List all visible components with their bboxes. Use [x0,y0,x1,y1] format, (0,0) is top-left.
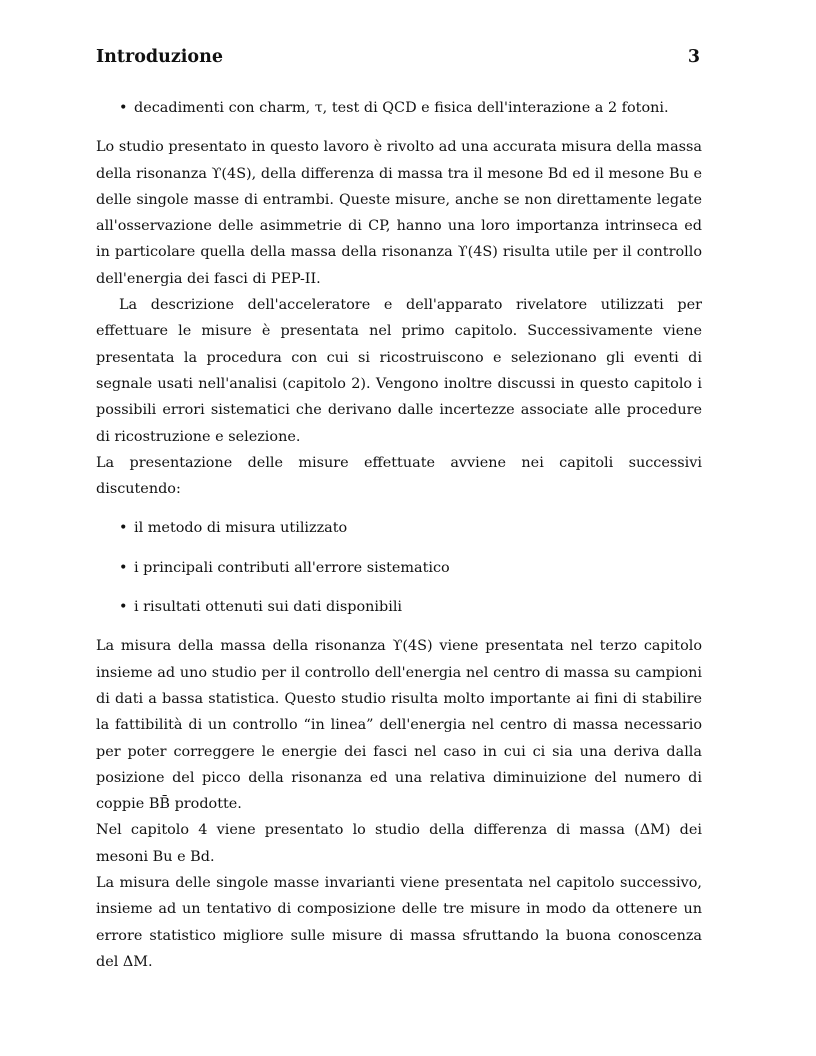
header-title: Introduzione [96,47,223,67]
paragraph-invariant-masses: La misura delle singole masse invarianti viene presentata nel capitolo successivo, insieme ad un tentativo di composizione delle tre misure in modo da ottenere un errore statistico migliore sulle misure di massa sfruttando la buona conoscenza del ΔM. [96,875,702,970]
list-item: • decadimenti con charm, τ, test di QCD e fisica dell'interazione a 2 fotoni. [96,95,702,121]
paragraph-presentation: La presentazione delle misure effettuate avviene nei capitoli successivi discutendo: [96,454,702,498]
measures-list [96,515,702,620]
paragraph-description: La descrizione dell'acceleratore e dell'apparato rivelatore utilizzati per effettuare le misure è presentata nel primo capitolo. Successivamente viene presentata la procedura con cui si ricostruiscono e selezionano gli eventi di segnale usati nell'analisi (capitolo 2). Vengono inoltre discussi in questo capitolo i possibili errori sistematici che derivano dalle incertezze associate alle procedure di ricostruzione e selezione. [96,297,702,445]
list-item: • i risultati ottenuti sui dati disponibili [96,594,702,620]
page-number: 3 [687,47,700,67]
running-header [96,47,700,71]
page-body [96,95,702,975]
paragraph-study: Lo studio presentato in questo lavoro è rivolto ad una accurata misura della massa della risonanza ϒ(4S), della differenza di massa tra il mesone Bd ed il mesone Bu e delle singole masse di entrambi. Queste misure, anche se non direttamente legate all'osservazione delle asimmetrie di CP, hanno una loro importanza intrinseca ed in particolare quella della massa della risonanza ϒ(4S) risulta utile per il controllo dell'energia dei fasci di PEP-II. [96,139,702,287]
top-bullet-list [96,95,702,121]
paragraph-chapter4: Nel capitolo 4 viene presentato lo studio della differenza di massa (ΔM) dei mesoni Bu e Bd. [96,822,702,865]
list-item: • i principali contributi all'errore sistematico [96,555,702,581]
list-item: • il metodo di misura utilizzato [96,515,702,541]
paragraph-upsilon: La misura della massa della risonanza ϒ(4S) viene presentata nel terzo capitolo insieme ad uno studio per il controllo dell'energia nel centro di massa su campioni di dati a bassa statistica. Questo studio risulta molto importante ai fini di stabilire la fattibilità di un controllo “in linea” dell'energia nel centro di massa necessario per poter correggere le energie dei fasci nel caso in cui ci sia una deriva dalla posizione del picco della risonanza ed una relativa diminuizione del numero di coppie BB̄ prodotte. [96,638,702,813]
